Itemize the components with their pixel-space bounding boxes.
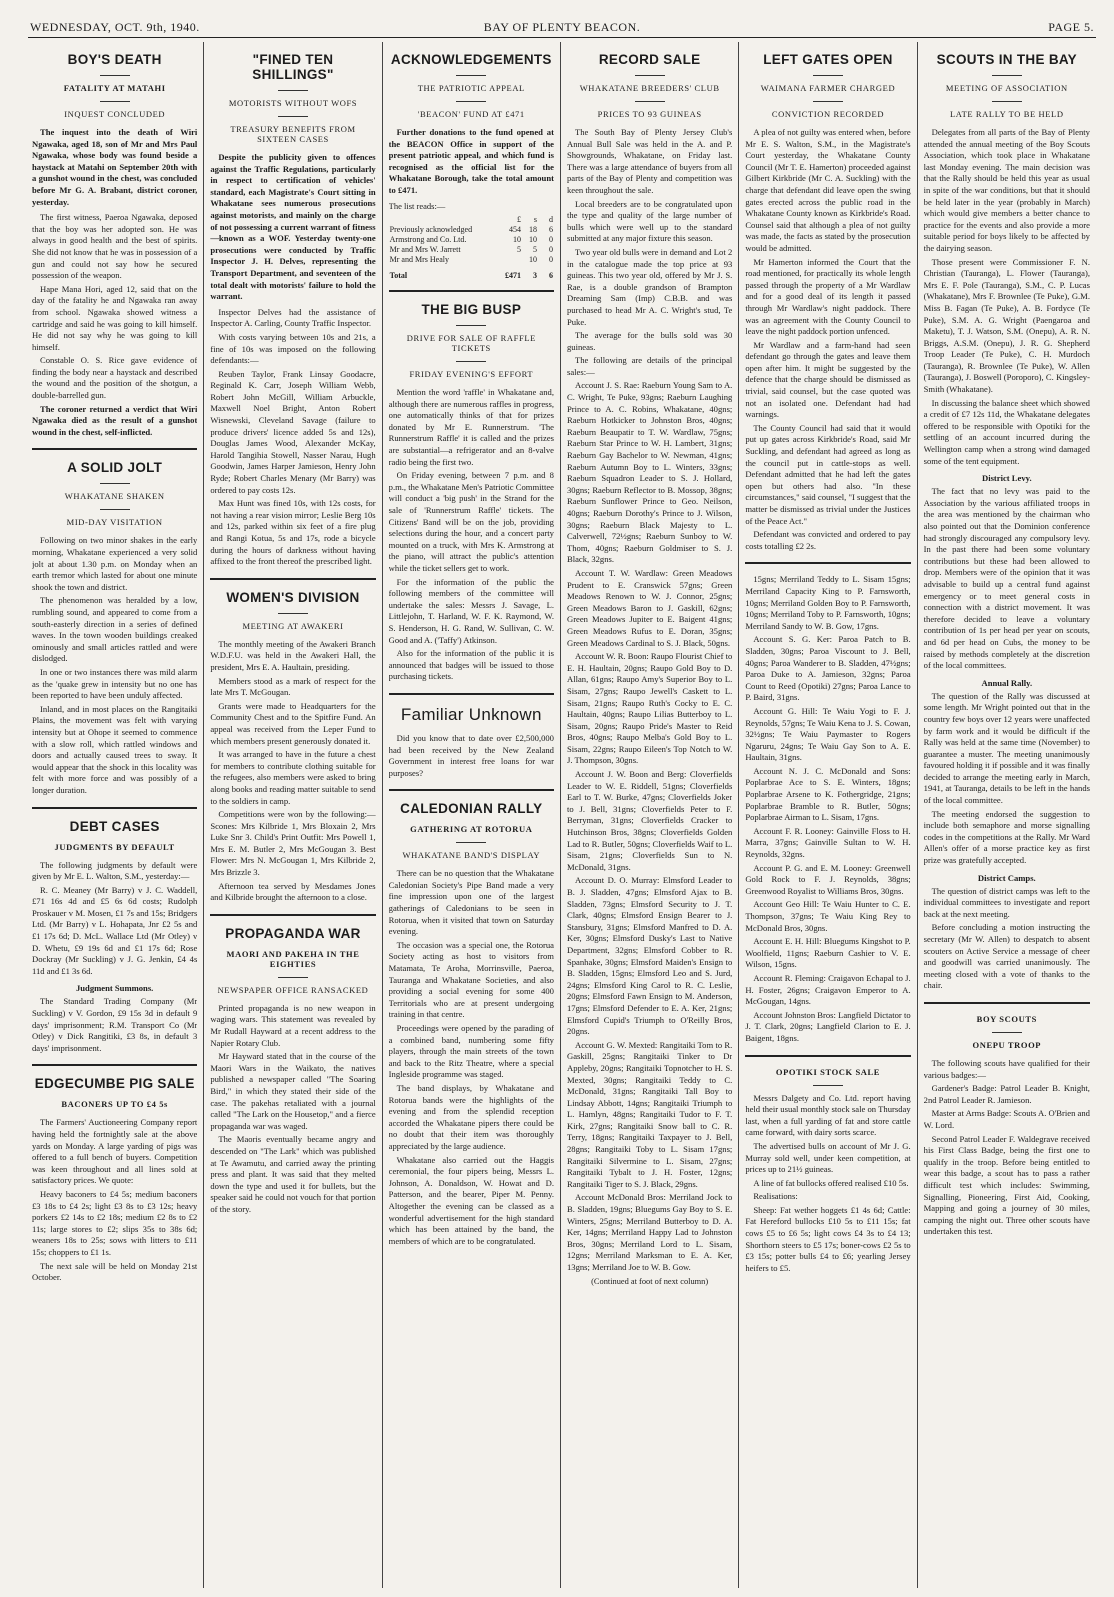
paragraph: Master at Arms Badge: Scouts A. O'Brien and W. Lord.	[923, 1108, 1090, 1130]
paragraph: Account S. G. Ker: Paroa Patch to B. Sladden, 30gns; Paroa Viscount to J. Bell, 40gns; Paroa Wanderer to B. Sladden, 47½gns; Paroa Duke to A. Jamieson, 32gns; Paroa Count to Reed (Opotiki) 27gns; Paroa Lance to P. Baird, 31gns.	[745, 634, 911, 703]
subhead: FRIDAY EVENING'S EFFORT	[409, 369, 534, 380]
paragraph: The following scouts have qualified for their various badges:—	[923, 1057, 1090, 1080]
paragraph: Messrs Dalgety and Co. Ltd. report having held their usual monthly stock sale on Thursday last, when a full yarding of fat and store cattle came forward, with dairy sorts scarce.	[745, 1092, 911, 1138]
paragraph: Mr Hayward stated that in the course of the Maori Wars in the Waikato, the natives published a newspaper called "The Soaring Bird," in which they stated their side of the case. The pakehas retaliated with a journal called "The Lark on the Housetop," and a fierce propaganda war was waged.	[210, 1051, 376, 1131]
paragraph: Constable O. S. Rice gave evidence of finding the body near a haystack and described the wound and the position of the shotgun, a double-barrelled gun.	[32, 355, 198, 401]
paragraph: Printed propaganda is no new weapon in waging wars. This statement was revealed by Mr Rudall Hayward at a recent address to the Napier Rotary Club.	[210, 1002, 376, 1048]
headline-fined-ten-shillings: "FINED TEN SHILLINGS"	[252, 52, 334, 82]
issue-date: WEDNESDAY, OCT. 9th, 1940.	[30, 20, 200, 34]
verdict: The coroner returned a verdict that Wiri Ngawaka died as the result of a gunshot wound in the chest, self-inflicted.	[32, 403, 198, 437]
subhead: LATE RALLY TO BE HELD	[950, 109, 1064, 119]
subhead: TREASURY BENEFITS FROM SIXTEEN CASES	[230, 124, 356, 144]
paragraph: Sheep: Fat wether hoggets £1 4s 6d; Cattle: Fat Hereford bullocks £10 5s to £11 15s; fat cows £5 to £6 5s; light cows £4 3s to £4 13; Shorthorn steers to £5 17s; boner-cows £2 5s to £3 15s; potter bulls £4 to £6; yearling Jersey heifers to £5.	[745, 1204, 911, 1273]
headline-boy-scouts: BOY SCOUTS	[976, 1013, 1037, 1024]
paragraph: Competitions were won by the following:—Scones: Mrs Kilbride 1, Mrs Bloxain 2, Mrs Luke Snr 3. Child's Print Outfit: Mrs Powell 1, Mrs E. M. Butler 2, Mrs McGougan 3. Best Flower: Mrs N. McGougan 1, Mrs Kilbride 2, Mrs Brizzle 3.	[210, 809, 376, 878]
paragraph: Inspector Delves had the assistance of Inspector A. Carling, County Traffic Inspector.	[210, 306, 376, 329]
continued-note: (Continued at foot of next column)	[591, 1276, 709, 1286]
newspaper-title: BAY OF PLENTY BEACON.	[483, 20, 641, 34]
column-header: £	[516, 215, 521, 225]
headline-pig-sale: EDGECUMBE PIG SALE	[34, 1076, 195, 1092]
paragraph: With costs varying between 10s and 21s, a fine of 10s was imposed on the following defendants:—	[210, 331, 376, 366]
column-4	[561, 42, 739, 1588]
headline-big-busp: THE BIG BUSP	[421, 302, 522, 318]
subhead: WAIMANA FARMER CHARGED	[760, 83, 896, 93]
paragraph: Account McDonald Bros: Merriland Jock to B. Sladden, 19gns; Bluegums Gay Boy to S. E. Winters, 25gns; Merriland Butterboy to D. A. Ker, 14gns; Merriland Happy Lad to Johnston Bros, 30gns; Merriland Lord to L. Sisam, 12gns; Merriland Marksman to E. A. Ker, 13gns; Merriland Joe to W. B. Gow.	[566, 1192, 733, 1272]
table-row	[389, 225, 554, 235]
headline-caledonian-rally: CALEDONIAN RALLY	[400, 801, 543, 817]
paragraph: Heavy baconers to £4 5s; medium baconers £3 18s to £4 2s; light £3 8s to £3 12s; heavy porkers £2 14s to £2 18s; medium £2 8s to £2 11s; large stores to £2; slips 35s to 38s 6d; weaners 18s to 25s; sows with litters to £11 15s; choppers to £1 1s.	[32, 1188, 198, 1257]
paragraph: Whakatane also carried out the Haggis ceremonial, the four pipers being, Messrs L. Johnson, A. Donaldson, W. Howat and D. Patterson, and the bearer, Piper M. Penny. Altogether the evening can be classed as a wonderful advertisement for the high standard which has been attained by the band, the members of which are to be congratulated.	[388, 1154, 554, 1246]
paragraph: Gardener's Badge: Patrol Leader B. Knight, 2nd Patrol Leader R. Jamieson.	[923, 1083, 1090, 1105]
article-lead: The inquest into the death of Wiri Ngawaka, aged 18, son of Mr and Mrs Paul Ngawaka, whose body was found beside a haystack at Matahi on September 20th with a gunshot wound in the chest, was concluded before Mr G. A. Brabant, district coroner, yesterday.	[32, 127, 198, 207]
paragraph: Hape Mana Hori, aged 12, said that on the day of the fatality he and Ngawaka ran away from school. Ngawaka showed witness a cartridge and said he was going to kill himself. He did not say why he was going to kill himself.	[32, 283, 198, 352]
total-label: Total	[389, 270, 408, 280]
pence: 0	[548, 255, 553, 265]
pounds: 10	[512, 235, 521, 245]
page-columns	[26, 42, 1096, 1588]
subhead: INQUEST CONCLUDED	[64, 109, 166, 119]
paragraph: Account F. R. Looney: Gainville Floss to H. Marra, 37gns; Gainville Sultan to W. H. Reynolds, 32gns.	[745, 825, 911, 860]
paragraph: The meeting endorsed the suggestion to include both semaphore and morse signalling codes in the competitions at the Rally. Mr Ward Allen's offer of a morse practice key as first prize was gratefully accepted.	[923, 808, 1090, 866]
paragraph: Account Johnston Bros: Langfield Dictator to J. T. Clark, 20gns; Langfield Clarion to E. J. Baigent, 18gns.	[745, 1009, 911, 1043]
paragraph: Realisations:	[753, 1191, 798, 1202]
paragraph: Inland, and in most places on the Rangitaiki Plains, the movement was felt with varying intensity but at Ohope it seemed to commence with a slow roll, which rattled windows and doors and actually caused trees to sway. It would appear that the shock in this locality was felt with more force and was possibly of a longer duration.	[32, 703, 198, 795]
paragraph: Second Patrol Leader F. Waldegrave received his First Class Badge, being the first one to qualify in the troop. Before being entitled to wear this badge, a scout has to pass a rather difficult test which includes: Swimming, Signalling, Pioneering, First Aid, Cooking, Mapping and going a journey of 30 miles, camping the night out. Three other scouts have undertaken this test.	[923, 1133, 1090, 1237]
paragraph: In discussing the balance sheet which showed a credit of £7 12s 11d, the Whakatane delegates offered to be responsible with Opotiki for the settling of an account incurred during the Wellington camp when a strong wind damaged some of the tent equipment.	[923, 397, 1090, 466]
side-heading: Annual Rally.	[981, 677, 1033, 688]
subhead: ONEPU TROOP	[972, 1039, 1042, 1050]
donor-name: Previously acknowledged	[389, 225, 473, 235]
masthead	[28, 18, 1096, 38]
subhead: JUDGMENTS BY DEFAULT	[54, 841, 175, 852]
headline-scouts-in-the-bay: SCOUTS IN THE BAY	[936, 52, 1077, 67]
headline-debt-cases: DEBT CASES	[69, 818, 160, 834]
column-1	[26, 42, 204, 1588]
column-3	[383, 42, 561, 1588]
subhead: 'BEACON' FUND AT £471	[417, 109, 525, 119]
side-heading: District Levy.	[981, 473, 1032, 484]
paragraph: The question of district camps was left to the individual committees to investigate and report back at the next meeting.	[923, 885, 1090, 919]
paragraph: Following on two minor shakes in the early morning, Whakatane experienced a very solid jolt at about 1.30 p.m. on Monday when an earth tremor which lasted for about one minute shook the town and district.	[32, 535, 198, 592]
table-row	[389, 245, 554, 255]
subhead: WHAKATANE SHAKEN	[64, 491, 165, 502]
table-header-row	[389, 215, 554, 225]
pounds	[504, 255, 522, 265]
subhead: MID-DAY VISITATION	[66, 517, 163, 528]
table-row	[389, 235, 554, 245]
table-row	[389, 255, 554, 265]
side-heading: District Camps.	[977, 872, 1036, 883]
paragraph: Members stood as a mark of respect for the late Mrs T. McGougan.	[210, 675, 376, 698]
paragraph: Account E. H. Hill: Bluegums Kingshot to P. Woolfield, 11gns; Raeburn Cashier to V. E. Wilson, 15gns.	[745, 936, 911, 970]
paragraph: The Farmers' Auctioneering Company report having held the fortnightly sale at the above yards on Monday. A large yarding of pigs was offered to a full bench of buyers. Competition was keen throughout and all lines sold at satisfactory prices. We quote:	[32, 1117, 198, 1186]
subhead: MEETING OF ASSOCIATION	[945, 83, 1068, 93]
article-lead: Further donations to the fund opened at the BEACON Office in support of the present patriotic appeal, and which fund is recognised as the official list for the Whakatane Borough, take the total amount to £471.	[388, 127, 554, 195]
headline-record-sale: RECORD SALE	[598, 52, 701, 67]
paragraph: The occasion was a special one, the Rotorua Society acting as host to visitors from Matamata, Te Aroha, Morrinsville, Paeroa, Tauranga and Whakatane Societies, and also providing a social evening for some 400 Territorials who are at present undergoing training in that centre.	[388, 939, 554, 1020]
paragraph: There can be no question that the Whakatane Caledonian Society's Pipe Band made a very fine impression upon one of the largest gatherings of Caledonians to be seen in Rotorua, when it visited that town on Saturday evening.	[388, 868, 554, 937]
pounds: 5	[516, 245, 521, 255]
paragraph: Account G. Hill: Te Waiu Yogi to F. J. Reynolds, 57gns; Te Waiu Kena to J. S. Cowan, 32½gns; Te Waiu Paymaster to Rogers Ngaruru, 24gns; Te Waiu Gay Son to A. E. Haultain, 31gns.	[745, 705, 911, 763]
paragraph: The advertised bulls on account of Mr J. G. Murray sold well, under keen competition, at prices up to 21½ guineas.	[745, 1140, 911, 1175]
paragraph: Before concluding a motion instructing the secretary (Mr W. Allen) to despatch to absent scouters on Active Service a message of cheer and goodwill was carried unanimously. The meeting closed with a vote of thanks to the chair.	[923, 922, 1090, 991]
paragraph: Those present were Commissioner F. N. Christian (Tauranga), L. Flower (Tauranga), Mrs E. F. Pole (Tauranga), S.M., C. P. Lucas (Whakatane), Mrs F. Brownlee (Te Puke), G.M. Miss B. Fagan (Te Puke), A. B. Fordyce (Te Puke), S.M. A. G. Wright (Paengaroa and Maketu), T. J. Watson, S.M. (Onepu), A. R. N. Briggs, A.S.M. (Onepu), J. R. G. Shepherd Troop Leader (Te Puke), C. H. Murdoch (Tauranga), R. Brownlee (Te Puke), W. Allen (Tauranga), J. Boswell (Poroporo), C. Kingsley-Smith (Whakatane).	[923, 256, 1090, 395]
paragraph: For the information of the public the following members of the committee will undertake the sales: Messrs J. Savage, L. Littlejohn, T. Harland, W. F. K. Raymond, W. S. Henderson, H. G. Rand, W. Sullivan, C. W. Good and A. ('Taffy') Atkinson.	[388, 576, 554, 645]
paragraph: Account R. Fleming: Craigavon Echapal to J. H. Foster, 26gns; Craigavon Emperor to A. McGougan, 14gns.	[745, 972, 911, 1007]
paragraph: Account P. G. and E. M. Looney: Greenwell Gold Rock to F. J. Reynolds, 38gns; Greenwood Royalist to Williams Bros, 30gns.	[745, 862, 911, 896]
paragraph: Reuben Taylor, Frank Linsay Goodacre, Reginald K. Carr, Joseph William Webb, Robert John McGill, William Arbuckle, Maxwell Noel Bright, Anton Robert Wisnewski, Cleveland Savage (failure to produce drivers' licence added 5s and 12s), Douglas James Wood, Alexander McKay, Harold Tangihia Stowell, Nasser Narau, Hugh Goodwin, James Harper Jamieson, Henry John Ryde; Robert Charles Menary (Mr Barry) was ordered to pay costs 12s.	[210, 368, 376, 495]
pence: 6	[548, 270, 553, 280]
paragraph: Mr Wardlaw and a farm-hand had seen defendant go through the gates and leave them open after him. It might be suggested by the defence that the charge should be dismissed as trivial, said counsel, but the case quoted was not an isolated one. Defendant had had warnings.	[745, 339, 911, 420]
headline-opotiki-stock-sale: OPOTIKI STOCK SALE	[775, 1066, 881, 1077]
paragraph: Max Hunt was fined 10s, with 12s costs, for not having a rear vision mirror; Leslie Berg 10s and 12s, parked within six feet of a fire plug and Rangi Kotua, 5s and 17s, rode a bicycle during the hours of darkness without having affixed to the front thereof the prescribed light.	[210, 498, 376, 567]
paragraph: The phenomenon was heralded by a low, rumbling sound, and appeared to come from a south-easterly direction in a series of defined waves. In the town wooden buildings creaked ominously and small articles rattled and were dislodged.	[32, 595, 198, 664]
shillings: 3	[532, 270, 537, 280]
paragraph: Defendant was convicted and ordered to pay costs totalling £2 2s.	[745, 529, 911, 551]
subhead: DRIVE FOR SALE OF RAFFLE TICKETS	[406, 333, 536, 354]
column-5	[739, 42, 917, 1588]
subhead: MAORI AND PAKEHA IN THE EIGHTIES	[226, 948, 360, 969]
paragraph: Mention the word 'raffle' in Whakatane and, although there are numerous raffles in progress, one automatically thinks of that for prizes donated by Mr E. Runnerstrum. 'The Runnerstrum Raffle' it is called and the prizes are substantial—a refrigerator and an 8-valve radio being the first two.	[388, 387, 554, 467]
pence: 0	[548, 245, 553, 255]
pence: 0	[548, 235, 553, 245]
subhead: FATALITY AT MATAHI	[63, 83, 166, 93]
pence: 6	[548, 225, 553, 235]
subhead: MOTORISTS WITHOUT WOFS	[228, 98, 358, 108]
shillings: 5	[532, 245, 537, 255]
pounds: 454	[508, 225, 521, 235]
subhead: PRICES TO 93 GUINEAS	[597, 109, 702, 119]
donor-name: Armstrong and Co. Ltd.	[389, 235, 467, 245]
paragraph: A line of fat bullocks offered realised £10 5s.	[753, 1177, 909, 1188]
paragraph: 15gns; Merriland Teddy to L. Sisam 15gns; Merriland Capacity King to P. Farnsworth, 10gns; Merriland Golden Boy to P. Farnsworth, 10gns; Merriland Toby to P. Farnsworth, 10gns; Merriland Sandy to W. B. Gow, 17gns.	[745, 574, 911, 631]
paragraph: R. C. Meaney (Mr Barry) v J. C. Waddell, £71 16s 4d and £5 6s 6d costs; Rudolph Proskauer v M. Mosen, £1 7s and 15s; Bridgers Ltd. (Mr Barry) v L. Hohapata, Jnr £2 5s and £1 17s 6d; D. McL. Wallace Ltd (Mr Otley) v D. Whetu, £9 19s 6d and £1 17s 6d; Rose Dockray (Mr Suckling) v J. G. Jenkin, £4 4s 11d and £1 3s 6d.	[32, 884, 198, 976]
paragraph: The monthly meeting of the Awakeri Branch W.D.F.U. was held in the Awakeri Hall, the president, Mrs E. A. Haultain, presiding.	[210, 638, 376, 672]
article-lead: Despite the publicity given to offences against the Traffic Regulations, particularly in respect to certification of vehicles' standard, each Magistrate's Court sitting in Whakatane sees numerous prosecutions against motorists, and mainly on the charge of not possessing a current warrant of fitness—known as a WOF. Yesterday twenty-one prosecutions were conducted by Traffic Inspector J. H. Delves, representing the Transport Department, and seventeen of the total dealt with motorists' failure to hold the warrant.	[210, 152, 376, 302]
subhead: THE PATRIOTIC APPEAL	[417, 83, 525, 93]
subhead: BACONERS UP TO £4 5s	[61, 1099, 168, 1110]
paragraph: A plea of not guilty was entered when, before Mr E. S. Walton, S.M., in the Magistrate's Court yesterday, the Whakatane County Council (Mr T. E. Hamerton) proceeded against Gilbert Kirkbride (Mr C. A. Suckling) with the charge that defendant did leave open the swing gates erected across the public road in the Whakatane County known as Kirkbride's Road. Counsel said that although a plea of not guilty was made, the facts as stated by the prosecution would be admitted.	[745, 127, 911, 253]
paragraph: Account W. R. Boon: Raupo Flourist Chief to E. H. Haultain, 20gns; Raupo Gold Boy to D. Allan, 61gns; Raupo Amy's Superior Boy to L. Sisam, 27gns; Raupo Jewell's Caskett to L. Sisam, 21gns; Raupo Ruth's Cocky to E. C. Haultain, 40gns; Raupo Lilias Butterboy to L. Sisam, 20gns; Raupo Pride's Master to Reid Bros, 40gns; Raupo Melba's Gold Boy to L. Sisam, 22gns; Raupo Eileen's Top Notch to W. J. Thompson, 30gns.	[566, 651, 733, 766]
headline-womens-division: WOMEN'S DIVISION	[226, 589, 360, 605]
paragraph: Mr Hamerton informed the Court that the road mentioned, for practically its whole length passed through the property of a Mr Wardlaw and for a good deal of its length it passed through Mr Wardlaw's night paddock. There was an agreement with the County Council to leave the night paddock portion unfenced.	[745, 256, 911, 337]
paragraph: The Standard Trading Company (Mr Suckling) v V. Gordon, £9 15s 3d in default 9 days' imprisonment; R.M. Transport Co (Mr Otley) v Dick Rangitiki, £3 8s, in default 3 days' imprisonment.	[32, 996, 198, 1053]
subhead: CONVICTION RECORDED	[771, 109, 885, 119]
paragraph: The Maoris eventually became angry and descended on "The Lark" which was published at Te Awamutu, and carried away the printing press and plant. It was said that they melted down the type and used it for bullets, but the speaker said he could not vouch for that portion of the story.	[210, 1134, 376, 1214]
headline-boys-death: BOY'S DEATH	[67, 52, 162, 67]
subhead: MEETING AT AWAKERI	[242, 620, 344, 631]
headline-acknowledgements: ACKNOWLEDGEMENTS	[390, 52, 552, 67]
headline-familiar-unknown: Familiar Unknown	[400, 704, 542, 724]
column-2	[204, 42, 382, 1588]
page-number: PAGE 5.	[1048, 20, 1094, 34]
paragraph: The County Council had said that it would put up gates across Kirkbride's Road, said Mr Suckling, and defendant had agreed as long as the council put in cattle-stops as well. Defendant admitted that he had left the gates open but others had also. "In these circumstances," said counsel, "I suggest that the matter be dismissed as trivial under the Justices of the Peace Act."	[745, 422, 911, 526]
paragraph: Account N. J. C. McDonald and Sons: Poplarbrae Ace to S. E. Winters, 18gns; Poplarbrae Arsene to K. Fothergridge, 21gns; Poplarbrae Bramble to R. Butler, 50gns; Poplarbrae Airman to L. Sisam, 17gns.	[745, 765, 911, 823]
paragraph: Local breeders are to be congratulated upon the type and quality of the large number of bulls which were well up to the standard submitted at any major fixture this season.	[566, 198, 733, 244]
side-heading: Judgment Summons.	[75, 983, 154, 994]
donor-name: Mr and Mrs W. Jarrett	[389, 245, 461, 255]
paragraph: The fact that no levy was paid to the Association by the various affiliated troops in the area was mentioned by the chairman who also pointed out that the Dominion conference had strongly discouraged any compulsory levy. In the past there had been some voluntary contributions but these had been allowed to drop. Members were of the opinion that it was advisable to build up a central fund against emergency or to meet general costs in connection with a district movement. It was therefore decided to leave a voluntary contribution of 1s per head per year on scouts, and 6d per head on Cubs, the money to be raised by methods completely at the discretion of the local committees.	[923, 486, 1090, 671]
paragraph: The band displays, by Whakatane and Rotorua bands were the highlights of the evening and from the splendid reception accorded the Whakatane pipers there could be no doubt that their item was thoroughly appreciated by the large audience.	[388, 1082, 554, 1151]
paragraph: The average for the bulls sold was 30 guineas.	[566, 330, 733, 352]
shillings: 10	[528, 255, 537, 265]
paragraph: The question of the Rally was discussed at some length. Mr Wright pointed out that in the country few boys over 12 years were unaffected by farm work and it would be difficult if the Rally was held at the same time (November) to guarantee a muster. The meeting unanimously favoured holding it if possible and it was finally decided to arrange the meeting early in March, 1941, at Tauranga, details to be left in the hands of the local committee.	[923, 690, 1090, 806]
pounds: £471	[504, 270, 521, 280]
table-total-row	[389, 265, 554, 281]
column-header: s	[533, 215, 537, 225]
headline-left-gates-open: LEFT GATES OPEN	[763, 52, 893, 67]
subhead: WHAKATANE BAND'S DISPLAY	[402, 850, 541, 861]
donations-table	[389, 215, 554, 281]
column-6	[918, 42, 1096, 1588]
paragraph: Two year old bulls were in demand and Lot 2 in the catalogue made the top price at 93 guineas. This two year old, offered by Mr J. S. Rae, is a double grandson of Brampton Dreaming Sam (Imp) C.B.B. and was purchased to head Mr A. C. Wright's stud, Te Puke.	[566, 246, 733, 327]
paragraph: Account G. W. Mexted: Rangitaiki Tom to R. Gaskill, 25gns; Rangitaiki Tinker to Dr Appleby, 20gns; Rangitaiki Topnotcher to H. S. Mexted, 30gns; Rangitaiki Teddy to C. McDonald, 31gns; Rangitaiki Tall Boy to Lindsay Abbott, 14gns; Rangitaiki Triumph to L. Hamlyn, 48gns; Rangitaiki Tudor to F. T. Kirk, 27gns; Rangitaiki Snow ball to C. R. Terry, 18gns; Rangitaiki Taxpayer to J. Bell, 28gns; Rangitaiki Toby to L. Sisam 17gns; Rangitaiki Silvermine to L. Sisam, 27gns; Rangitaiki Tybalt to J. H. Foster, 12gns; Rangitaiki Tiger to S. J. Black, 29gns.	[566, 1039, 733, 1189]
list-label: The list reads:—	[388, 200, 446, 211]
headline-solid-jolt: A SOLID JOLT	[67, 460, 163, 476]
subhead: WHAKATANE BREEDERS' CLUB	[579, 83, 720, 93]
subhead: NEWSPAPER OFFICE RANSACKED	[217, 984, 369, 995]
paragraph: Account D. O. Murray: Elmsford Leader to B. J. Sladden, 47gns; Elmsford Ajax to B. Sladden, 73gns; Elmsford Security to J. T. Clark, 40gns; Elmsford Ensign Bearer to J. Stansbury, 31gns; Elmsford Manfred to D. A. Ker, 30gns; Elmsford Dusky's Last to Native Department, 32gns; Elmsford Cobber to R. Spanhake, 30gns; Elmsford Maiden's Ensign to B. Sladden, 15gns; Elmsford Leo and S. Jurd, 24gns; Elmsford King Carol to R. C. Leslie, 20gns; Elmsford Fawn Ensign to M. Anderson, 17gns; Elmsford Defender to E. A. Ker, 21gns; Elmsford Cupid's Triumph to O'Reilly Bros, 20gns.	[566, 875, 733, 1037]
paragraph: The following are details of the principal sales:—	[566, 355, 733, 377]
paragraph: Account J. S. Rae: Raeburn Young Sam to A. C. Wright, Te Puke, 93gns; Raeburn Laughing Prince to A. C. Robins, Whakatane, 40gns; Raeburn Hotkicker to Johnston Bros, 40gns; Raeburn Beaupatir to T. W. Wardlaw, 75gns; Raeburn Star Prince to W. H. Lambert, 31gns; Raeburn Gay Bachelor to W. Newman, 41gns; Raeburn Autumn Boy to L. Winters, 33gns; Raeburn Squadron Leader to S. J. Hollard, 30gns; Raeburn Reflector to B. Mossop, 38gns; Raeburn Sunflower Prince to Geo. Neilson, 40gns; Raeburn Dorothy's Prince to J. Wilson, 30gns; Raeburn Black Majesty to L. Calverwell, 72½gns; Raeburn Sunboy to W. Thom, 40gns; Raeburn Goldmiser to S. J. Black, 32gns.	[566, 380, 733, 565]
paragraph: Delegates from all parts of the Bay of Plenty attended the annual meeting of the Boy Scouts Association, which took place in Whakatane last Monday evening. The main decision was that the Rally should be held this year as usual in spite of the war conditions, but that it should be held later in the year (probably in March) which would give members a better chance to practice for the events and also provide a more suitable period for boys likely to be affected by the dairying season.	[923, 127, 1090, 253]
paragraph: The next sale will be held on Monday 21st October.	[32, 1260, 198, 1283]
paragraph: The following judgments by default were given by Mr E. L. Walton, S.M., yesterday:—	[32, 859, 198, 882]
paragraph: The South Bay of Plenty Jersey Club's Annual Bull Sale was held in the A. and P. Showgrounds, Whakatane, on Friday last. There was a large attendance of buyers from all parts of the Bay of Plenty and competition was keen throughout the sale.	[566, 127, 733, 195]
paragraph: Afternoon tea served by Mesdames Jones and Kilbride brought the afternoon to a close.	[210, 880, 376, 903]
headline-propaganda-war: PROPAGANDA WAR	[225, 925, 361, 941]
paragraph: In one or two instances there was mild alarm as the 'quake grew in intensity but no one has been reported to have been unduly affected.	[32, 666, 198, 701]
paragraph: On Friday evening, between 7 p.m. and 8 p.m., the Whakatane Men's Patriotic Committee will conduct a 'big push' in the Strand for the sale of 'Runnerstrum Raffle' tickets. The Citizens' Band will be on the job, providing selections during the hour, and a concert party mounted on a truck, with Mrs K. Armstrong at the piano, will attract the public's attention while the ticket sellers get to work.	[388, 470, 554, 573]
paragraph: Proceedings were opened by the parading of a combined band, numbering some fifty players, through the main streets of the town and back to the Ritz Theatre, where a special Ingleside programme was staged.	[388, 1023, 554, 1080]
paragraph: The first witness, Paeroa Ngawaka, deposed that the boy was her adopted son. He was always in good health and the best of spirits. She did not know that he was in possession of a gun and could not say how he secured possession of the weapon.	[32, 212, 198, 281]
paragraph: Account J. W. Boon and Berg: Cloverfields Leader to W. E. Riddell, 51gns; Cloverfields Earl to T. W. Burke, 47gns; Cloverfields Joker to J. Bell, 31gns; Cloverfields Peter to F. Berryman, 31gns; Cloverfields Cracker to Hutchinson Bros, 38gns; Cloverfields Golden Lad to R. Butler, 50gns; Cloverfields Waif to L. Sisam, 21gns; Cloverfields Sun to N. McDonald, 31gns.	[566, 769, 733, 872]
shillings: 10	[528, 235, 537, 245]
donor-name: Mr and Mrs Healy	[389, 255, 449, 265]
paragraph: Did you know that to date over £2,500,000 had been received by the New Zealand Government in interest free loans for war purposes?	[388, 732, 554, 778]
paragraph: Account Geo Hill: Te Waiu Hunter to C. E. Thompson, 37gns; Te Waiu King Rey to McDonald Bros, 30gns.	[745, 899, 911, 933]
column-header: d	[548, 215, 553, 225]
shillings: 18	[528, 225, 537, 235]
subhead: GATHERING AT ROTORUA	[410, 824, 533, 835]
paragraph: Grants were made to Headquarters for the Community Chest and to the Spitfire Fund. An appeal was received from the Leper Fund to which members present generously donated it.	[210, 700, 376, 746]
paragraph: It was arranged to have in the future a chest for members to contribute clothing suitable for the refugees, also members were asked to bring along books and reading matter suitable to send to the soldiers in camp.	[210, 749, 376, 806]
paragraph: Also for the information of the public it is announced that badges will be issued to those purchasing tickets.	[388, 648, 554, 682]
paragraph: Account T. W. Wardlaw: Green Meadows Prudent to E. Cranswick 57gns; Green Meadows Renown to W. J. Connor, 25gns; Green Meadows Baron to J. Gaskill, 62gns; Green Meadows Jupiter to E. Baigent 41gns; Green Meadows Rufus to E. Doran, 35gns; Green Meadows Cardinal to S. J. Black, 50gns.	[566, 567, 733, 648]
